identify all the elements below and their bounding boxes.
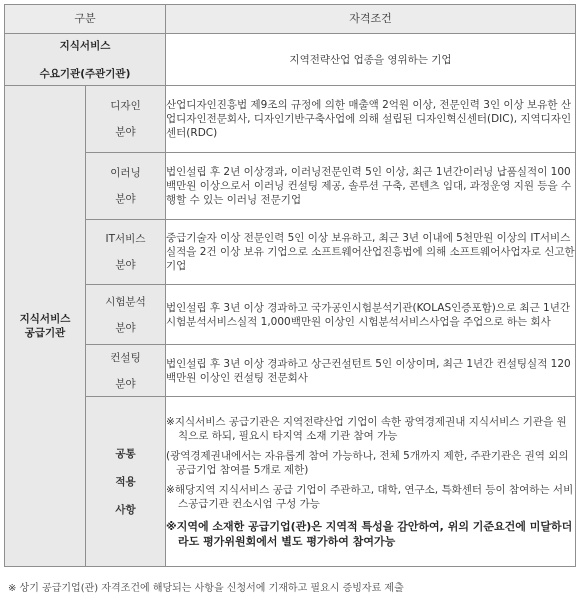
common-note-1: ※지식서비스 공급기관은 지역전략산업 기업이 속한 광역경제권내 지식서비스 기관을 원칙으로 하되, 필요시 타지역 소재 기관 참여 가능	[166, 415, 567, 442]
common-label-1: 공통	[115, 447, 136, 460]
common-label-3: 사항	[115, 503, 136, 516]
subcategory-design	[86, 86, 166, 153]
supply-row-consulting	[5, 345, 576, 397]
testing-description: 법인설립 후 3년 이상 경과하고 국가공인시험분석기관(KOLAS인증포함)으로 최근 1년간 시험분석서비스실적 1,000백만원 이상인 시험분석서비스사업을 주업으로 하는 회사	[166, 285, 576, 345]
supply-row-it-service	[5, 220, 576, 285]
supply-label-line1: 지식서비스	[19, 313, 71, 325]
qualification-table	[4, 4, 576, 567]
table-header-row	[5, 5, 576, 34]
subcategory-label: 컨설팅	[110, 351, 141, 364]
supply-row-testing	[5, 285, 576, 345]
subcategory-common	[86, 397, 166, 567]
it-service-description: 중급기술자 이상 전문인력 5인 이상 보유하고, 최근 3년 이내에 5천만원 이상의 IT서비스 실적을 2건 이상 보유 기업으로 소프트웨어산업진흥법에 의해 소프트웨어사업자로 신고한 기업	[166, 220, 576, 285]
subcategory-suffix: 분야	[115, 259, 136, 271]
common-note-3: ※해당지역 지식서비스 공급 기업이 주관하고, 대학, 연구소, 특화센터 등이 참여하는 서비스공급기관 컨소시엄 구성 가능	[166, 483, 574, 510]
demand-description: 지역전략산업 업종을 영위하는 기업	[166, 34, 576, 86]
subcategory-label: 이러닝	[110, 167, 141, 179]
supply-row-elearning	[5, 153, 576, 220]
demand-label-line2: 수요기관(주관기관)	[39, 67, 131, 80]
subcategory-label: 디자인	[110, 100, 141, 112]
supply-label-line2: 공급기관	[24, 327, 66, 339]
subcategory-elearning	[86, 153, 166, 220]
header-qualification: 자격조건	[166, 5, 576, 34]
common-note-2: (광역경제권내에서는 자유롭게 참여 가능하나, 전체 5개까지 제한, 주관기관은 권역 외의 공급기업 참여를 5개로 제한)	[166, 449, 569, 476]
subcategory-it-service	[86, 220, 166, 285]
subcategory-suffix: 분야	[115, 377, 136, 390]
footnote: ※ 상기 공급기업(관) 자격조건에 해당되는 사항을 신청서에 기재하고 필요시 증빙자료 제출	[8, 583, 404, 594]
supply-row-design	[5, 86, 576, 153]
demand-row	[5, 34, 576, 86]
subcategory-suffix: 분야	[115, 126, 136, 138]
common-bold-note: ※지역에 소재한 공급기업(관)은 지역적 특성을 감안하여, 위의 기준요건에 미달하더라도 평가위원회에서 별도 평가하여 참여가능	[166, 519, 573, 548]
supply-row-common	[5, 397, 576, 567]
consulting-description: 법인설립 후 3년 이상 경과하고 상근컨설턴트 5인 이상이며, 최근 1년간 컨설팅실적 120백만원 이상인 컨설팅 전문회사	[166, 345, 576, 397]
design-description: 산업디자인진흥법 제9조의 규정에 의한 매출액 2억원 이상, 전문인력 3인 이상 보유한 산업디자인전문회사, 디자인기반구축사업에 의해 설립된 디자인혁신센터(DIC), 지역디자인센터(RDC)	[166, 86, 576, 153]
elearning-description: 법인설립 후 2년 이상경과, 이러닝전문인력 5인 이상, 최근 1년간이러닝 납품실적이 100백만원 이상으로서 이러닝 컨설팅 제공, 솔루션 구축, 콘텐츠 임대, 과정운영 지원 등을 수행할 수 있는 이러닝 전문기업	[166, 153, 576, 220]
demand-label-line1: 지식서비스	[59, 39, 111, 52]
subcategory-suffix: 분야	[115, 321, 136, 334]
subcategory-label: IT서비스	[105, 233, 146, 245]
subcategory-label: 시험분석	[105, 295, 146, 308]
supply-category	[5, 86, 86, 567]
subcategory-testing	[86, 285, 166, 345]
demand-category	[5, 34, 166, 86]
subcategory-suffix: 분야	[115, 193, 136, 205]
common-description	[166, 397, 576, 567]
subcategory-consulting	[86, 345, 166, 397]
header-category: 구분	[5, 5, 166, 34]
common-label-2: 적용	[115, 475, 136, 488]
